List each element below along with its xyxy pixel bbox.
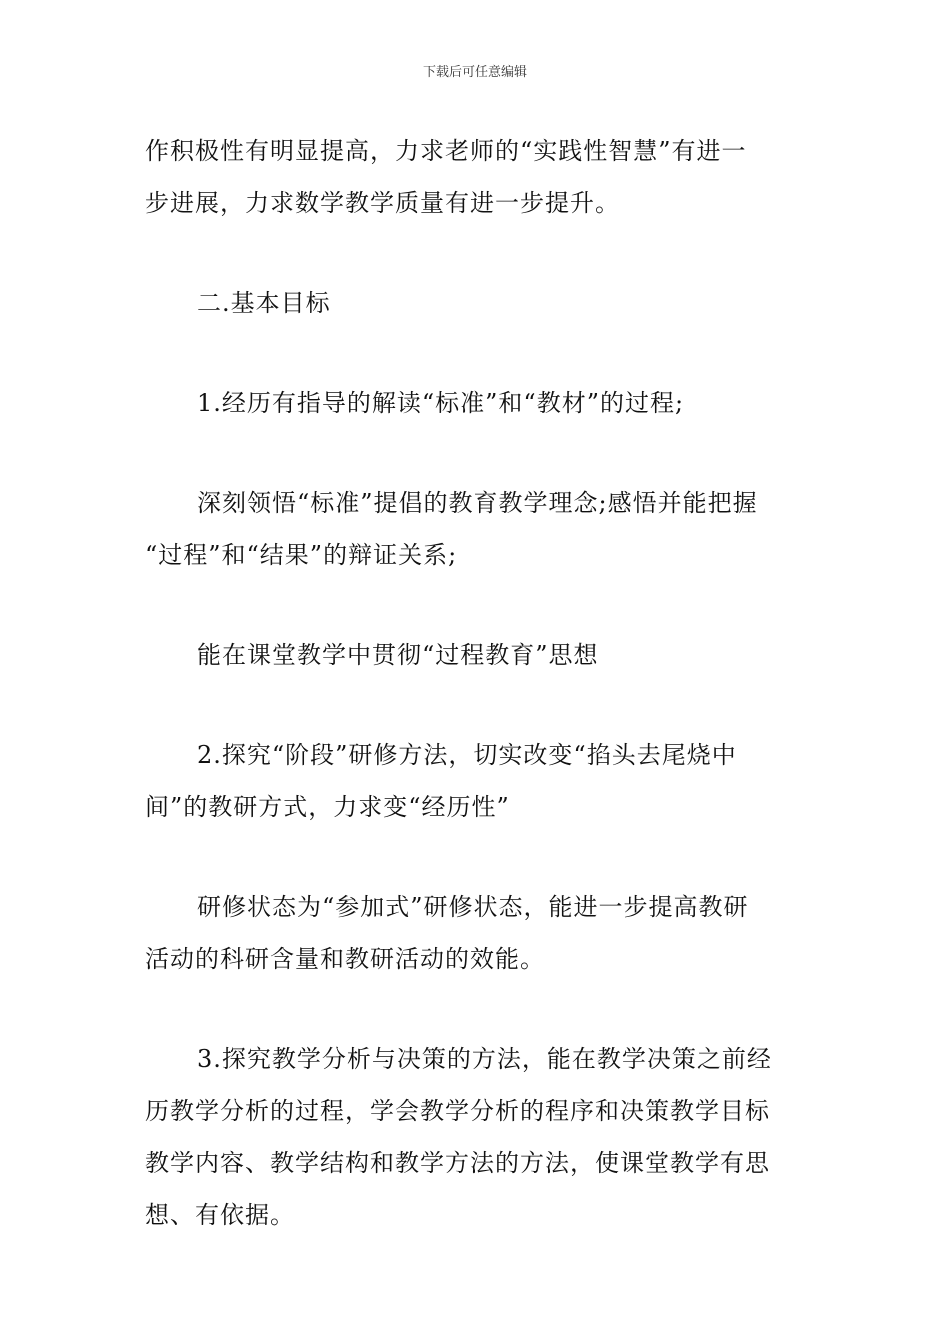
text-line: 教学内容、教学结构和教学方法的方法，使课堂教学有思 [145, 1149, 770, 1177]
text-line: “过程”和“结果”的辩证关系; [145, 541, 458, 569]
text-line: 能在课堂教学中贯彻“过程教育”思想 [197, 641, 599, 669]
text-line: 2.探究“阶段”研修方法，切实改变“掐头去尾烧中 [197, 741, 737, 769]
text-line: 1.经历有指导的解读“标准”和“教材”的过程; [197, 389, 685, 417]
paragraph-continuation [145, 125, 810, 229]
header-text: 下载后可任意编辑 [422, 65, 527, 80]
text-line: 步进展，力求数学教学质量有进一步提升。 [145, 189, 620, 217]
text-line: 研修状态为“参加式”研修状态，能进一步提高教研 [197, 893, 749, 921]
text-line: 3.探究教学分析与决策的方法，能在教学决策之前经 [197, 1045, 772, 1073]
text-line: 二.基本目标 [197, 289, 331, 317]
paragraph-goal-1-detail [145, 477, 810, 581]
paragraph-goal-1-practice [145, 629, 810, 681]
text-line: 想、有依据。 [145, 1201, 295, 1229]
text-line: 作积极性有明显提高，力求老师的“实践性智慧”有进一 [145, 137, 747, 165]
paragraph-goal-2-detail [145, 881, 810, 985]
paragraph-goal-1 [145, 377, 810, 429]
text-line: 深刻领悟“标准”提倡的教育教学理念;感悟并能把握 [197, 489, 758, 517]
page-header [0, 64, 950, 82]
document-body [145, 125, 810, 1241]
paragraph-goal-3 [145, 1033, 810, 1241]
text-line: 间”的教研方式，力求变“经历性” [145, 793, 510, 821]
section-heading [145, 277, 810, 329]
paragraph-goal-2 [145, 729, 810, 833]
text-line: 历教学分析的过程，学会教学分析的程序和决策教学目标 [145, 1097, 770, 1125]
text-line: 活动的科研含量和教研活动的效能。 [145, 945, 545, 973]
